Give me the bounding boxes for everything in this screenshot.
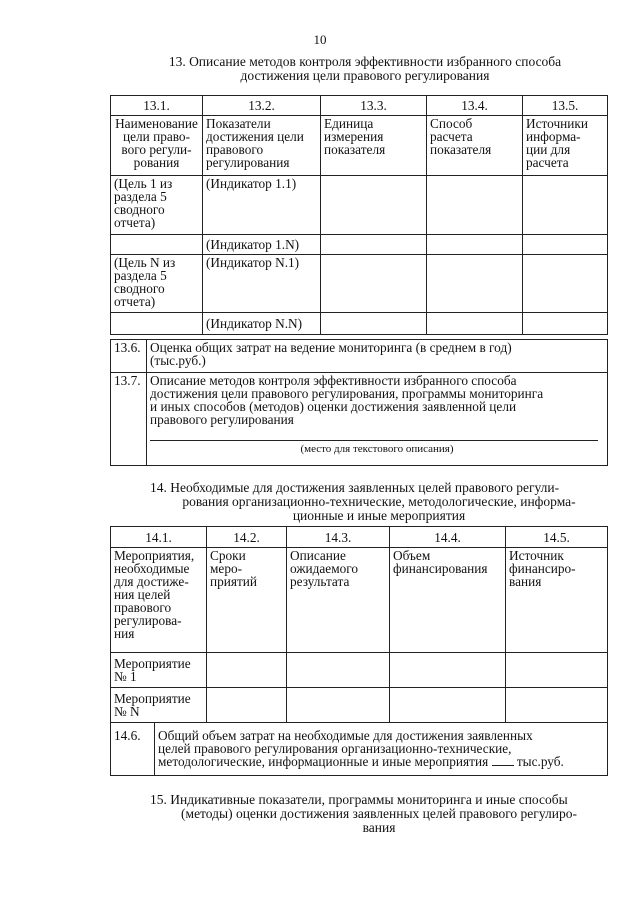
empty-cell <box>390 653 506 688</box>
row-13-7-text: Описание методов контроля эффективности избранного способа достижения цели правового регулирования, программы мониторинга и иных способов (методов) оценки достижения заявленной цели правового регулирования (место для текстового описания) <box>147 373 608 466</box>
empty-cell <box>523 235 608 255</box>
empty-cell <box>321 255 427 313</box>
text-description-placeholder: (место для текстового описания) <box>300 443 454 455</box>
col-number-14-4: 14.4. <box>390 527 506 548</box>
header-financing-source: Источник финансиро- вания <box>506 548 608 653</box>
col-number-13-5: 13.5. <box>523 96 608 116</box>
indicator-n-1: (Индикатор N.1) <box>203 255 321 313</box>
measure-1: Мероприятие № 1 <box>111 653 207 688</box>
amount-blank <box>492 755 514 766</box>
empty-cell <box>427 255 523 313</box>
row-13-6-number: 13.6. <box>111 340 147 373</box>
row-14-6-text: Общий объем затрат на необходимые для достижения заявленных целей правового регулирования организационно-технические, методологические, информационные и иные мероприятия тыс.руб. <box>155 723 608 776</box>
section-14-title-line: рования организационно-технические, методологические, информа- <box>182 494 576 509</box>
page-number: 10 <box>313 32 327 47</box>
empty-cell <box>321 235 427 255</box>
indicator-1-n: (Индикатор 1.N) <box>203 235 321 255</box>
col-number-14-2: 14.2. <box>207 527 287 548</box>
table-13-footer <box>110 339 608 466</box>
section-13-title-line: 13. Описание методов контроля эффективности избранного способа <box>168 54 562 69</box>
indicator-n-n: (Индикатор N.N) <box>203 313 321 335</box>
section-13-title-line: достижения цели правового регулирования <box>240 68 490 83</box>
col-number-13-1: 13.1. <box>111 96 203 116</box>
empty-cell <box>390 688 506 723</box>
col-number-13-4: 13.4. <box>427 96 523 116</box>
section-15-title-line: (методы) оценки достижения заявленных целей правового регулиро- <box>181 806 577 821</box>
empty-cell <box>427 176 523 235</box>
empty-cell <box>427 235 523 255</box>
section-15-title-line: вания <box>362 820 396 835</box>
empty-cell <box>523 176 608 235</box>
header-unit: Единица измерения показателя <box>321 116 427 176</box>
header-calc-method: Способ расчета показателя <box>427 116 523 176</box>
header-measures: Мероприятия, необходимые для достиже- ния целей правового регулирова- ния <box>111 548 207 653</box>
section-14-title <box>150 481 608 523</box>
indicator-1-1: (Индикатор 1.1) <box>203 176 321 235</box>
table-14 <box>110 526 608 723</box>
section-13-title <box>150 55 580 83</box>
col-number-14-1: 14.1. <box>111 527 207 548</box>
empty-cell <box>207 688 287 723</box>
row-14-6-last-line: методологические, информационные и иные мероприятия <box>158 754 489 769</box>
section-15-title-line: 15. Индикативные показатели, программы мониторинга и иные способы <box>150 792 568 807</box>
empty-cell <box>523 255 608 313</box>
row-13-7-number: 13.7. <box>111 373 147 466</box>
row-14-6-unit: тыс.руб. <box>516 754 564 769</box>
goal-1-cell: (Цель 1 из раздела 5 сводного отчета) <box>111 176 203 235</box>
header-financing-volume: Объем финансирования <box>390 548 506 653</box>
header-deadlines: Сроки меро- приятий <box>207 548 287 653</box>
col-number-13-2: 13.2. <box>203 96 321 116</box>
empty-cell <box>321 176 427 235</box>
empty-cell <box>506 688 608 723</box>
header-expected-result: Описание ожидаемого результата <box>287 548 390 653</box>
empty-cell <box>207 653 287 688</box>
empty-cell <box>287 653 390 688</box>
measure-n: Мероприятие № N <box>111 688 207 723</box>
goal-n-cell: (Цель N из раздела 5 сводного отчета) <box>111 255 203 313</box>
empty-cell <box>111 235 203 255</box>
table-14-footer <box>110 722 608 776</box>
header-indicators: Показатели достижения цели правового регулирования <box>203 116 321 176</box>
empty-cell <box>287 688 390 723</box>
col-number-14-5: 14.5. <box>506 527 608 548</box>
header-info-sources: Источники информа- ции для расчета <box>523 116 608 176</box>
empty-cell <box>321 313 427 335</box>
section-15-title <box>150 793 608 835</box>
empty-cell <box>427 313 523 335</box>
table-13 <box>110 95 608 335</box>
row-13-6-text: Оценка общих затрат на ведение мониторинга (в среднем в год) (тыс.руб.) <box>147 340 608 373</box>
header-goal-name: Наименование цели право- вого регули- рования <box>111 116 203 176</box>
empty-cell <box>111 313 203 335</box>
col-number-14-3: 14.3. <box>287 527 390 548</box>
empty-cell <box>523 313 608 335</box>
section-14-title-line: ционные и иные мероприятия <box>292 508 466 523</box>
empty-cell <box>506 653 608 688</box>
row-14-6-number: 14.6. <box>111 723 155 776</box>
text-description-line <box>150 440 598 441</box>
col-number-13-3: 13.3. <box>321 96 427 116</box>
section-14-title-line: 14. Необходимые для достижения заявленных целей правового регули- <box>150 480 560 495</box>
